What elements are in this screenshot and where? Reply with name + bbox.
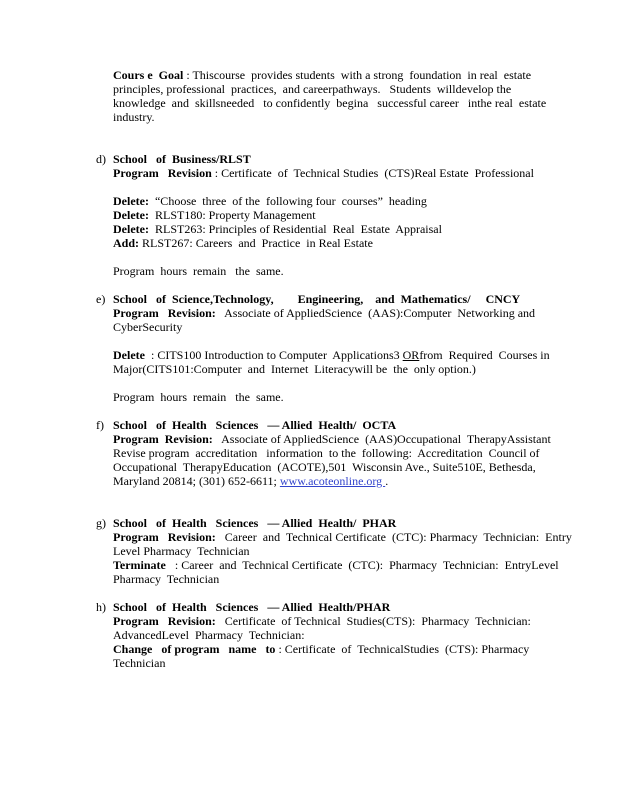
- body-text: RLST263: Principles of Residential Real Estate Appraisal: [148, 222, 442, 236]
- blank-line: [113, 376, 583, 390]
- list-marker: f): [96, 418, 104, 432]
- body-text: Major(CITS101:Computer and Internet Literacywill be the only option.): [113, 362, 476, 376]
- body-text: RLST180: Property Management: [148, 208, 316, 222]
- text-line: [113, 446, 583, 460]
- body-text: RLST267: Careers and Practice in Real Estate: [139, 236, 373, 250]
- text-line: [113, 236, 583, 250]
- body-text: principles, professional practices, and careerpathways. Students willdevelop the: [113, 82, 512, 96]
- body-text: industry.: [113, 110, 155, 124]
- text-line: [113, 96, 583, 110]
- section-e-changes: [113, 348, 583, 376]
- body-text: Associate of AppliedScience (AAS)Occupational TherapyAssistant: [212, 432, 551, 446]
- text-line: [96, 600, 583, 614]
- body-text: .: [385, 474, 389, 488]
- body-text: Career and Technical Certificate (CTC): Pharmacy Technician: Entry: [215, 530, 572, 544]
- text-line: [96, 418, 583, 432]
- text-line: [113, 306, 583, 320]
- body-text: Maryland 20814; (301) 652-6611;: [113, 474, 280, 488]
- text-line: [113, 642, 583, 656]
- text-line: [113, 544, 583, 558]
- body-text: Occupational TherapyEducation (ACOTE),501 Wisconsin Ave., Suite510E, Bethesda,: [113, 460, 536, 474]
- blank-line: [113, 404, 583, 418]
- text-line: [113, 390, 583, 404]
- text-line: [113, 194, 583, 208]
- blank-line: [113, 586, 583, 600]
- text-line: [113, 320, 583, 334]
- bold-text: Program Revision: [113, 166, 212, 180]
- bold-text: School of Health Sciences — Allied Health/PHAR: [113, 600, 391, 614]
- blank-line: [113, 488, 583, 502]
- body-text: AdvancedLevel Pharmacy Technician:: [113, 628, 305, 642]
- body-text: Program hours remain the same.: [113, 390, 284, 404]
- section-g-heading: [96, 516, 583, 586]
- body-text: Technician: [113, 656, 166, 670]
- bold-text: Terminate: [113, 558, 166, 572]
- text-line: [113, 166, 583, 180]
- body-text: OR: [402, 348, 420, 362]
- bold-text: School of Health Sciences — Allied Health/ OCTA: [113, 418, 397, 432]
- text-line: [113, 222, 583, 236]
- blank-line: [113, 124, 583, 138]
- body-text: : CITS100 Introduction to Computer Applications3: [144, 348, 403, 362]
- bold-text: School of Health Sciences — Allied Health/ PHAR: [113, 516, 397, 530]
- list-marker: h): [96, 600, 106, 614]
- body-text: Pharmacy Technician: [113, 572, 220, 586]
- section-e-hours-note: [113, 390, 583, 404]
- text-line: [113, 614, 583, 628]
- text-line: [113, 348, 583, 362]
- text-line: [113, 474, 583, 488]
- blank-line: [113, 180, 583, 194]
- body-text: Revise program accreditation information to the following: Accreditation Council of: [113, 446, 540, 460]
- body-text: Certificate of Technical Studies(CTS): Pharmacy Technician:: [215, 614, 531, 628]
- body-text: : Career and Technical Certificate (CTC): Pharmacy Technician: EntryLevel: [165, 558, 559, 572]
- text-line: [96, 152, 583, 166]
- body-text: from Required Courses in: [419, 348, 550, 362]
- body-text: Level Pharmacy Technician: [113, 544, 250, 558]
- acote-website-link[interactable]: www.acoteonline.org: [279, 474, 386, 488]
- text-line: [113, 572, 583, 586]
- text-line: [113, 208, 583, 222]
- body-text: CyberSecurity: [113, 320, 183, 334]
- list-marker: d): [96, 152, 106, 166]
- text-line: [113, 264, 583, 278]
- bold-text: School of Business/RLST: [113, 152, 251, 166]
- text-line: [113, 628, 583, 642]
- bold-text: Program Revision:: [113, 614, 216, 628]
- body-text: : Certificate of Technical Studies (CTS)Real Estate Professional: [211, 166, 534, 180]
- text-line: [113, 82, 583, 96]
- bold-text: Program Revision:: [113, 530, 216, 544]
- section-d-changes: [113, 194, 583, 250]
- body-text: “Choose three of the following four courses” heading: [148, 194, 427, 208]
- body-text: : Certificate of TechnicalStudies (CTS): Pharmacy: [275, 642, 530, 656]
- text-line: [113, 656, 583, 670]
- bold-text: Delete: [113, 348, 145, 362]
- body-text: Associate of AppliedScience (AAS):Computer Networking and: [215, 306, 536, 320]
- section-h-heading: [96, 600, 583, 670]
- list-marker: e): [96, 292, 106, 306]
- section-d-hours-note: [113, 264, 583, 278]
- blank-line: [113, 138, 583, 152]
- bold-text: Add:: [113, 236, 140, 250]
- text-line: [113, 362, 583, 376]
- text-line: [96, 292, 583, 306]
- section-d-heading: [96, 152, 583, 180]
- blank-line: [113, 278, 583, 292]
- body-text: knowledge and skillsneeded to confidently begina successful career inthe real estate: [113, 96, 547, 110]
- text-line: [113, 530, 583, 544]
- text-line: [96, 516, 583, 530]
- bold-text: Cours e Goal: [113, 68, 184, 82]
- text-line: [113, 460, 583, 474]
- section-f-heading: [96, 418, 583, 488]
- bold-text: Delete:: [113, 194, 149, 208]
- bold-text: Delete:: [113, 222, 149, 236]
- bold-text: Program Revision:: [113, 306, 216, 320]
- text-line: [113, 558, 583, 572]
- bold-text: Change of program name to: [113, 642, 276, 656]
- course-goal-paragraph: [113, 68, 583, 124]
- body-text: : Thiscourse provides students with a strong foundation in real estate: [183, 68, 532, 82]
- body-text: Program hours remain the same.: [113, 264, 284, 278]
- text-line: [113, 110, 583, 124]
- bold-text: School of Science,Technology, Engineering, and Mathematics/ CNCY: [113, 292, 521, 306]
- blank-line: [113, 250, 583, 264]
- bold-text: Program Revision:: [113, 432, 213, 446]
- list-marker: g): [96, 516, 106, 530]
- blank-line: [113, 502, 583, 516]
- blank-line: [113, 334, 583, 348]
- text-line: [113, 432, 583, 446]
- section-e-heading: [96, 292, 583, 334]
- bold-text: Delete:: [113, 208, 149, 222]
- text-line: [113, 68, 583, 82]
- document-content: [96, 68, 583, 670]
